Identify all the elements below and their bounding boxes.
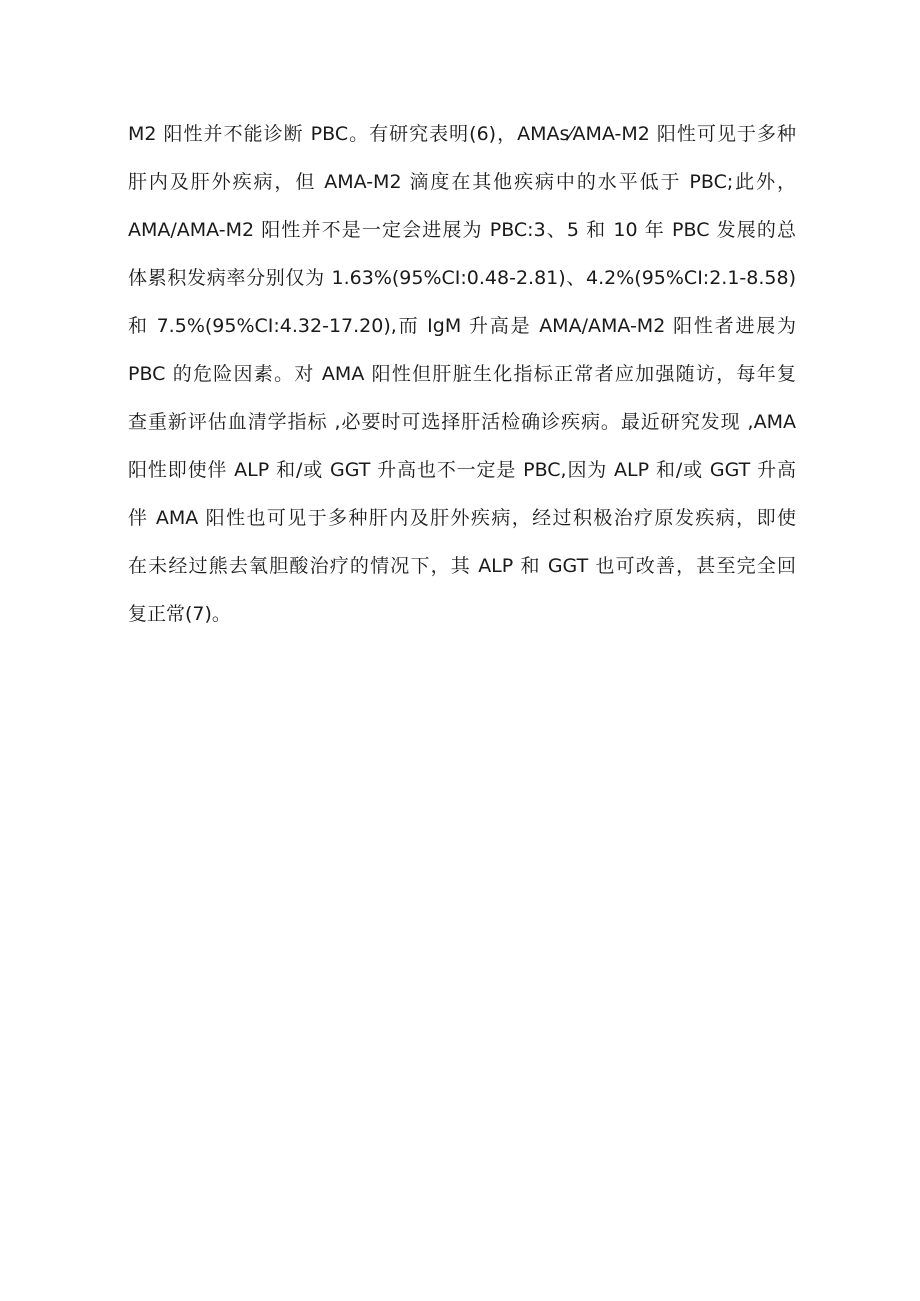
- text-line: 阳性即使伴 ALP 和/或 GGT 升高也不一定是 PBC,因为 ALP 和/或 GGT 升高: [128, 459, 796, 481]
- text-line: 复正常(7)。: [128, 603, 231, 625]
- text-line: 查重新评估血清学指标 ,必要时可选择肝活检确诊疾病。最近研究发现 ,AMA: [128, 411, 796, 433]
- text-line: 体累积发病率分别仅为 1.63%(95%CI:0.48-2.81)、4.2%(95%CI:2.1-8.58): [128, 267, 796, 289]
- text-line: 伴 AMA 阳性也可见于多种肝内及肝外疾病，经过积极治疗原发疾病，即使: [128, 507, 796, 529]
- text-line: 和 7.5%(95%CI:4.32-17.20),而 IgM 升高是 AMA/AMA-M2 阳性者进展为: [128, 315, 796, 337]
- text-line: AMA/AMA-M2 阳性并不是一定会进展为 PBC:3、5 和 10 年 PBC 发展的总: [128, 219, 796, 241]
- text-line: 肝内及肝外疾病，但 AMA-M2 滴度在其他疾病中的水平低于 PBC;此外，: [128, 171, 796, 193]
- text-line: M2 阳性并不能诊断 PBC。有研究表明(6)，AMAs⁄AMA-M2 阳性可见于多种: [128, 123, 796, 145]
- text-line: PBC 的危险因素。对 AMA 阳性但肝脏生化指标正常者应加强随访，每年复: [128, 363, 796, 385]
- body-paragraph: [128, 116, 796, 644]
- text-line: 在未经过熊去氧胆酸治疗的情况下，其 ALP 和 GGT 也可改善，甚至完全回: [128, 555, 796, 577]
